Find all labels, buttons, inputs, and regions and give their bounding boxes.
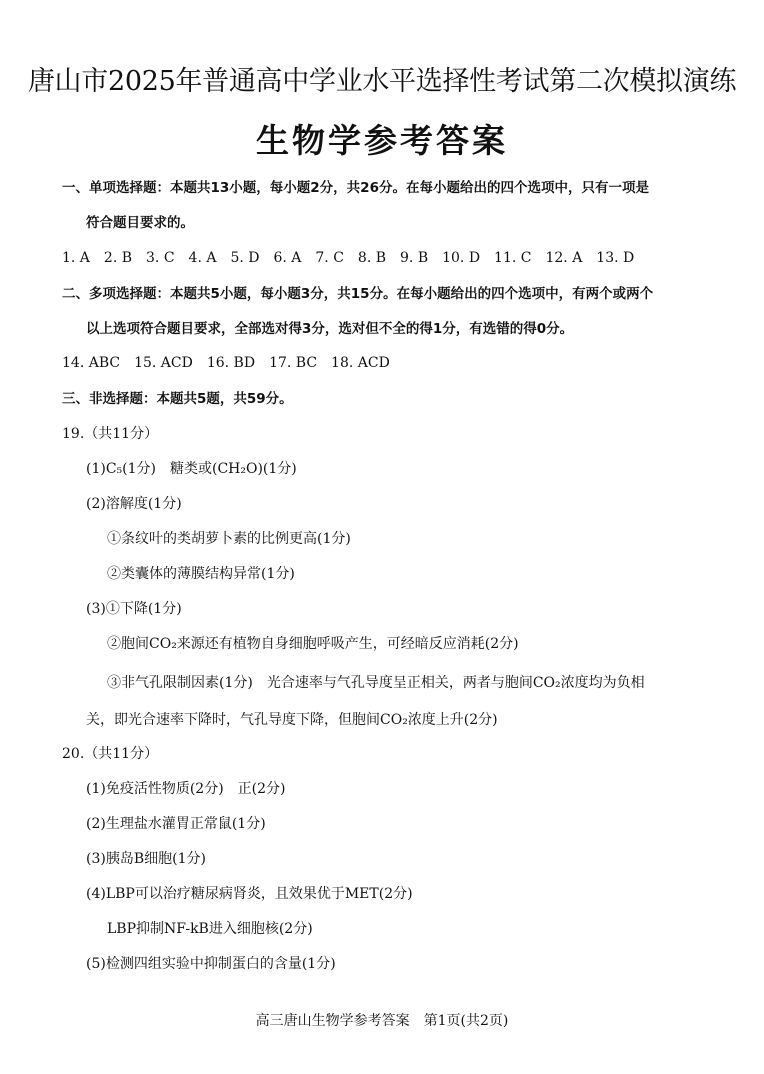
q20-line-2: (2)生理盐水灌胃正常鼠(1分): [86, 816, 266, 832]
q19-line-2: (2)溶解度(1分): [86, 496, 182, 512]
q19-title: 19.（共11分）: [62, 426, 159, 442]
section2-heading-cont: 以上选项符合题目要求，全部选对得3分，选对但不全的得1分，有选错的得0分。: [86, 321, 574, 337]
q19-line-4: ②类囊体的薄膜结构异常(1分): [107, 566, 295, 582]
section1-heading-cont: 符合题目要求的。: [86, 215, 194, 231]
section3-heading: 三、非选择题：本题共5题，共59分。: [62, 391, 293, 407]
q19-line-3: ①条纹叶的类胡萝卜素的比例更高(1分): [107, 531, 351, 547]
q20-line-5: LBP抑制NF-kB进入细胞核(2分): [107, 921, 313, 937]
q19-line-1: (1)C₅(1分) 糖类或(CH₂O)(1分): [86, 461, 297, 477]
q19-line-6: ②胞间CO₂来源还有植物自身细胞呼吸产生，可经暗反应消耗(2分): [107, 636, 519, 652]
q20-line-6: (5)检测四组实验中抑制蛋白的含量(1分): [86, 956, 336, 972]
q20-title: 20.（共11分）: [62, 746, 159, 762]
section1-answers: 1. A 2. B 3. C 4. A 5. D 6. A 7. C 8. B 9. B 10. D 11. C 12. A 13. D: [62, 250, 635, 266]
section1-heading: 一、单项选择题：本题共13小题，每小题2分，共26分。在每小题给出的四个选项中，只有一项是: [62, 180, 649, 196]
section2-heading: 二、多项选择题：本题共5小题，每小题3分，共15分。在每小题给出的四个选项中，有两个或两个: [62, 286, 654, 302]
q20-line-1: (1)免疫活性物质(2分) 正(2分): [86, 781, 286, 797]
document-subtitle: 生物学参考答案: [256, 121, 508, 160]
q19-line-5: (3)①下降(1分): [86, 601, 182, 617]
section2-answers: 14. ABC 15. ACD 16. BD 17. BC 18. ACD: [62, 355, 390, 371]
q19-line-8: 关，即光合速率下降时，气孔导度下降，但胞间CO₂浓度上升(2分): [86, 712, 498, 728]
q20-line-4: (4)LBP可以治疗糖尿病肾炎，且效果优于MET(2分): [86, 886, 413, 902]
q19-line-7: ③非气孔限制因素(1分) 光合速率与气孔导度呈正相关，两者与胞间CO₂浓度均为负相: [107, 675, 645, 691]
document-title: 唐山市2025年普通高中学业水平选择性考试第二次模拟演练: [27, 66, 737, 97]
page-footer: 高三唐山生物学参考答案 第1页(共2页): [255, 1013, 509, 1029]
q20-line-3: (3)胰岛B细胞(1分): [86, 851, 206, 867]
